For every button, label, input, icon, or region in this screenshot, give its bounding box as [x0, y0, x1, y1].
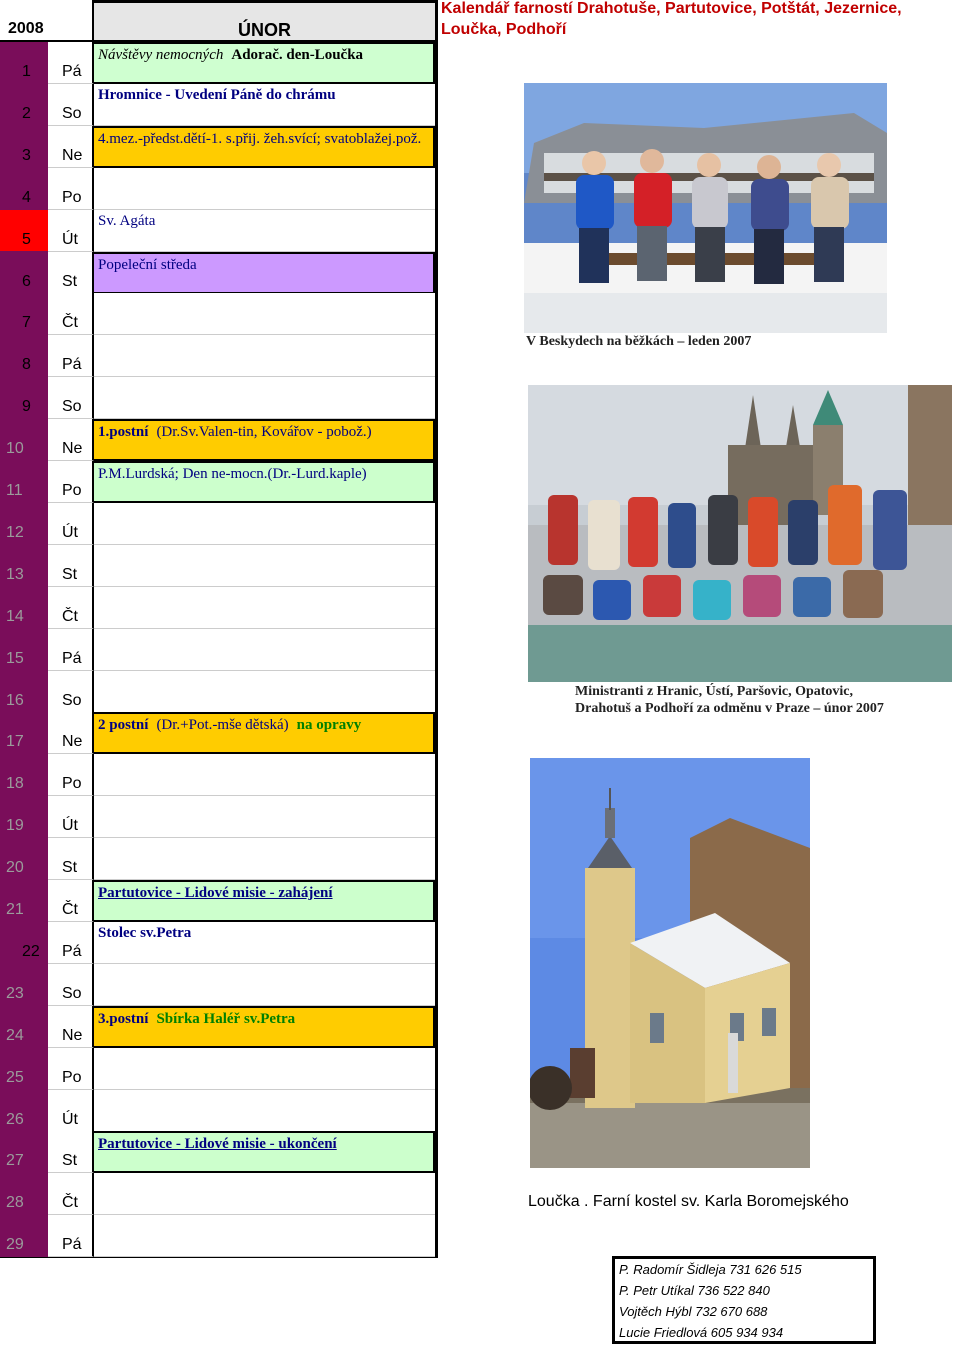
day-row — [0, 1048, 435, 1090]
day-row — [0, 419, 435, 461]
day-event — [94, 419, 435, 461]
day-event — [94, 880, 435, 922]
day-event — [94, 210, 435, 252]
day-of-week: Út — [48, 503, 94, 545]
photo-caption-beskydy: V Beskydech na běžkách – leden 2007 — [526, 334, 752, 349]
day-number: 13 — [0, 545, 48, 587]
day-of-week: Po — [48, 461, 94, 503]
contact-line: P. Radomír Šidleja 731 626 515 — [619, 1262, 802, 1277]
day-number: 17 — [0, 712, 48, 754]
day-row — [0, 293, 435, 335]
day-number: 10 — [0, 419, 48, 461]
day-event — [94, 126, 435, 168]
day-of-week: St — [48, 838, 94, 880]
day-of-week: Út — [48, 796, 94, 838]
day-row — [0, 1090, 435, 1132]
day-row — [0, 252, 435, 294]
day-number: 6 — [0, 252, 48, 294]
photo-caption-church: Loučka . Farní kostel sv. Karla Boromejského — [528, 1193, 849, 1210]
day-of-week: Út — [48, 1090, 94, 1132]
event-text: Sbírka Haléř sv.Petra — [156, 1010, 296, 1027]
day-of-week: So — [48, 377, 94, 419]
event-text: Stolec sv.Petra — [98, 924, 192, 941]
day-event — [94, 168, 435, 210]
day-of-week: Pá — [48, 335, 94, 377]
day-event — [94, 1131, 435, 1173]
day-row — [0, 377, 435, 419]
day-number: 27 — [0, 1131, 48, 1173]
day-event — [94, 42, 435, 84]
contact-line: Lucie Friedlová 605 934 934 — [619, 1325, 784, 1340]
event-text: na opravy — [296, 717, 362, 734]
day-of-week: Po — [48, 754, 94, 796]
day-of-week: Po — [48, 1048, 94, 1090]
day-row — [0, 922, 435, 964]
day-of-week: St — [48, 545, 94, 587]
day-of-week: Čt — [48, 293, 94, 335]
day-row — [0, 1173, 435, 1215]
day-of-week: St — [48, 1131, 94, 1173]
day-of-week: So — [48, 671, 94, 713]
day-number: 14 — [0, 587, 48, 629]
day-of-week: Pá — [48, 42, 94, 84]
day-event — [94, 1090, 435, 1132]
photo-ministrants-prague — [528, 385, 952, 682]
event-text: Partutovice - Lidové misie - ukončení — [98, 1136, 337, 1153]
day-event — [94, 1006, 435, 1048]
day-event — [94, 545, 435, 587]
photo-loucka-church — [530, 758, 810, 1168]
day-number: 2 — [0, 84, 48, 126]
day-row — [0, 629, 435, 671]
day-number: 29 — [0, 1215, 48, 1257]
day-of-week: Pá — [48, 629, 94, 671]
event-text: Adorač. den-Loučka — [231, 47, 364, 63]
calendar-header — [0, 0, 438, 42]
day-number: 1 — [0, 42, 48, 84]
day-of-week: Pá — [48, 922, 94, 964]
day-row — [0, 880, 435, 922]
day-row — [0, 210, 435, 252]
day-row — [0, 587, 435, 629]
event-text: Hromnice - Uvedení Páně do chrámu — [98, 86, 336, 103]
photo-caption-ministrants — [575, 683, 884, 717]
day-number: 18 — [0, 754, 48, 796]
day-row — [0, 754, 435, 796]
day-row — [0, 335, 435, 377]
day-number: 12 — [0, 503, 48, 545]
day-number: 23 — [0, 964, 48, 1006]
day-event — [94, 293, 435, 335]
day-event — [94, 335, 435, 377]
contact-line: Vojtěch Hýbl 732 670 688 — [619, 1304, 768, 1319]
day-row — [0, 838, 435, 880]
day-of-week: So — [48, 84, 94, 126]
day-number: 28 — [0, 1173, 48, 1215]
day-number: 15 — [0, 629, 48, 671]
day-row — [0, 1131, 435, 1173]
day-number: 26 — [0, 1090, 48, 1132]
day-event — [94, 712, 435, 754]
day-event — [94, 1215, 435, 1257]
event-text: 3.postní — [98, 1010, 149, 1027]
event-text: (Dr.Sv.Valen-tin, Kovářov - pobož.) — [156, 424, 372, 441]
day-number: 8 — [0, 335, 48, 377]
day-number: 3 — [0, 126, 48, 168]
contact-box — [612, 1256, 876, 1344]
event-text: (Dr.+Pot.-mše dětská) — [156, 717, 289, 734]
day-of-week: St — [48, 252, 94, 294]
day-event — [94, 587, 435, 629]
day-event — [94, 964, 435, 1006]
day-of-week: Čt — [48, 880, 94, 922]
day-row — [0, 503, 435, 545]
day-of-week: Čt — [48, 1173, 94, 1215]
month-label: ÚNOR — [94, 0, 435, 42]
day-of-week: Út — [48, 210, 94, 252]
day-event — [94, 461, 435, 503]
year-label: 2008 — [0, 0, 94, 42]
day-of-week: Pá — [48, 1215, 94, 1257]
day-of-week: Ne — [48, 126, 94, 168]
calendar — [0, 0, 438, 1258]
day-event — [94, 796, 435, 838]
event-text: Návštěvy nemocných — [98, 47, 224, 63]
day-event — [94, 671, 435, 713]
event-text: P.M.Lurdská; Den ne-mocn.(Dr.-Lurd.kaple) — [98, 466, 367, 482]
day-number: 4 — [0, 168, 48, 210]
event-text: Popeleční středa — [98, 256, 197, 273]
day-row — [0, 1215, 435, 1257]
day-number: 11 — [0, 461, 48, 503]
page-title: Kalendář farností Drahotuše, Partutovice, Potštát, Jezernice, Loučka, Podhoří — [441, 0, 902, 38]
day-of-week: Čt — [48, 587, 94, 629]
day-of-week: Po — [48, 168, 94, 210]
day-row — [0, 964, 435, 1006]
day-number: 25 — [0, 1048, 48, 1090]
day-event — [94, 377, 435, 419]
day-row — [0, 796, 435, 838]
day-event — [94, 252, 435, 294]
day-row — [0, 1006, 435, 1048]
day-row — [0, 126, 435, 168]
day-event — [94, 84, 435, 126]
caption-line-1: Ministranti z Hranic, Ústí, Paršovic, Opatovic, — [575, 684, 854, 699]
day-number: 22 — [0, 922, 48, 964]
photo-beskydy-group — [524, 83, 887, 333]
day-event — [94, 503, 435, 545]
day-number: 21 — [0, 880, 48, 922]
day-number: 5 — [0, 210, 48, 252]
day-row — [0, 461, 435, 503]
day-number: 24 — [0, 1006, 48, 1048]
event-text: 4.mez.-předst.dětí-1. s.přij. žeh.svící; svatoblažej.pož. — [98, 130, 422, 147]
day-of-week: Ne — [48, 1006, 94, 1048]
day-event — [94, 838, 435, 880]
day-number: 16 — [0, 671, 48, 713]
day-event — [94, 1173, 435, 1215]
day-event — [94, 1048, 435, 1090]
event-text: 1.postní — [98, 424, 149, 441]
day-number: 9 — [0, 377, 48, 419]
day-of-week: Ne — [48, 419, 94, 461]
day-number: 20 — [0, 838, 48, 880]
day-number: 7 — [0, 293, 48, 335]
event-text: Sv. Agáta — [98, 212, 156, 229]
day-event — [94, 629, 435, 671]
day-event — [94, 922, 435, 964]
day-row — [0, 712, 435, 754]
day-of-week: Ne — [48, 712, 94, 754]
day-of-week: So — [48, 964, 94, 1006]
day-row — [0, 84, 435, 126]
day-row — [0, 42, 435, 84]
day-row — [0, 168, 435, 210]
day-row — [0, 545, 435, 587]
event-text: 2 postní — [98, 717, 149, 734]
event-text: Partutovice - Lidové misie - zahájení — [98, 885, 333, 901]
caption-line-2: Drahotuš a Podhoří za odměnu v Praze – únor 2007 — [575, 701, 884, 716]
contact-line: P. Petr Utíkal 736 522 840 — [619, 1283, 770, 1298]
day-row — [0, 671, 435, 713]
day-event — [94, 754, 435, 796]
day-number: 19 — [0, 796, 48, 838]
